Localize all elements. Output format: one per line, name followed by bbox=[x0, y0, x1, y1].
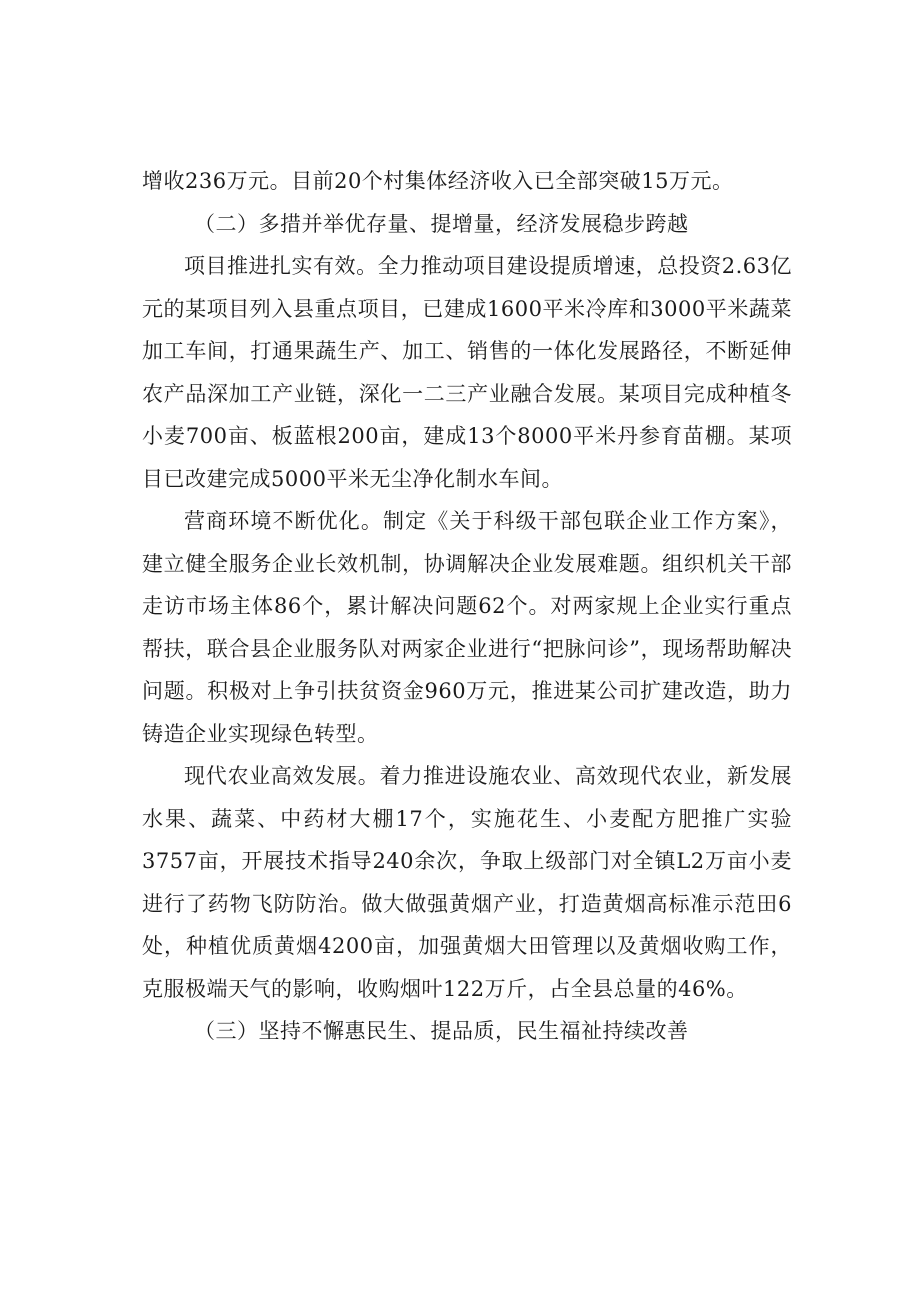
paragraph-modern-agriculture: 现代农业高效发展。着力推进设施农业、高效现代农业，新发展水果、蔬菜、中药材大棚17个，实施花生、小麦配方肥推广实验3757亩，开展技术指导240余次，争取上级部门对全镇L2万亩小麦进行了药物飞防防治。做大做强黄烟产业，打造黄烟高标准示范田6处，种植优质黄烟4200亩，加强黄烟大田管理以及黄烟收购工作，克服极端天气的影响，收购烟叶122万斤，占全县总量的46%。 bbox=[142, 764, 792, 1001]
paragraph-business-environment: 营商环境不断优化。制定《关于科级干部包联企业工作方案》，建立健全服务企业长效机制，协调解决企业发展难题。组织机关干部走访市场主体86个，累计解决问题62个。对两家规上企业实行重点帮扶，联合县企业服务队对两家企业进行“把脉问诊”，现场帮助解决问题。积极对上争引扶贫资金960万元，推进某公司扩建改造，助力铸造企业实现绿色转型。 bbox=[142, 509, 792, 746]
section-heading-2: （二）多措并举优存量、提增量，经济发展稳步跨越 bbox=[194, 211, 689, 236]
paragraph-continuation: 增收236万元。目前20个村集体经济收入已全部突破15万元。 bbox=[142, 169, 734, 193]
paragraph-project-progress: 项目推进扎实有效。全力推动项目建设提质增速，总投资2.63亿元的某项目列入县重点项目，已建成1600平米冷库和3000平米蔬菜加工车间，打通果蔬生产、加工、销售的一体化发展路径，不断延伸农产品深加工产业链，深化一二三产业融合发展。某项目完成种植冬小麦700亩、板蓝根200亩，建成13个8000平米丹参育苗棚。某项目已改建完成5000平米无尘净化制水车间。 bbox=[142, 254, 792, 491]
document-body bbox=[142, 160, 792, 1053]
section-heading-3: （三）坚持不懈惠民生、提品质，民生福祉持续改善 bbox=[194, 1019, 689, 1043]
